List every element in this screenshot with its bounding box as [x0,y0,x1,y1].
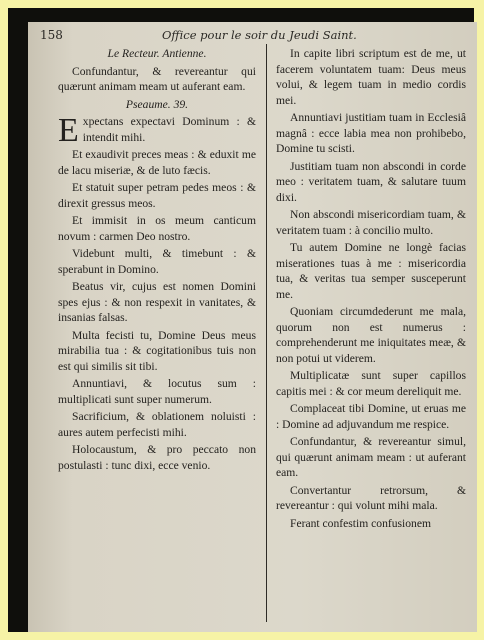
verse: Justitiam tuam non abscondi in corde meo : veritatem tuam, & salutare tuum dixi. [276,159,466,204]
verse: Videbunt multi, & timebunt : & sperabunt in Domino. [58,247,256,276]
page-number: 158 [40,28,63,42]
verse: Non abscondi misericordiam tuam, & veritatem tuam : à concilio multo. [276,208,466,237]
left-column [58,46,256,475]
verse: Quoniam circumdederunt me mala, quorum non est numerus : comprehenderunt me iniquitates meæ, & non potui ut viderem. [276,305,466,365]
verse: Et immisit in os meum canticum novum : carmen Deo nostro. [58,214,256,243]
verse: In capite libri scriptum est de me, ut facerem voluntatem tuam: Deus meus volui, & legem tuam in medio cordis mei. [276,47,466,107]
verse: Tu autem Domine ne longè facias miserationes tuas à me : misericordia tua, & veritas tua semper susceperunt me. [276,241,466,301]
psalm-heading: Pseaume. 39. [125,97,189,111]
verse: Sacrificium, & oblationem noluisti : aures autem perfecisti mihi. [58,410,256,439]
column-divider [266,44,267,622]
book-page [28,22,477,632]
verse: Multiplicatæ sunt super capillos capitis mei : & cor meum dereliquit me. [276,369,466,398]
verse: Et statuit super petram pedes meos : & direxit gressus meos. [58,181,256,210]
antiphon-heading: Le Recteur. Antienne. [107,47,207,60]
first-verse-text: xpectans expectavi Dominum : & intendit mihi. [82,115,256,144]
first-verse [58,112,256,149]
verse: Annuntiavi, & locutus sum : multiplicati sunt super numerum. [58,377,256,406]
verse: Annuntiavi justitiam tuam in Ecclesiâ magnâ : ecce labia mea non prohibebo, Domine tu scisti. [276,111,466,155]
photo-frame [8,8,474,632]
drop-cap: E [58,112,79,149]
verse: Complaceat tibi Domine, ut eruas me : Domine ad adjuvandum me respice. [276,402,466,431]
verse: Et exaudivit preces meas : & eduxit me de lacu miseriæ, & de luto fæcis. [58,148,256,177]
verse: Beatus vir, cujus est nomen Domini spes ejus : & non respexit in vanitates, & insanias falsas. [58,280,256,324]
right-column [276,46,466,533]
verse: Ferant confestim confusionem [290,516,432,530]
verse: Confundantur, & revereantur simul, qui quærunt animam meam : ut auferant eam. [276,435,466,479]
running-header [28,26,477,44]
antiphon-text: Confundantur, & revereantur qui quærunt animam meam ut auferant eam. [58,64,256,93]
running-title: Office pour le soir du Jeudi Saint. [162,28,357,42]
verse: Multa fecisti tu, Domine Deus meus mirabilia tua : & cogitationibus tuis non est qui similis sit tibi. [58,328,256,373]
verse: Holocaustum, & pro peccato non postulasti : tunc dixi, ecce venio. [58,443,256,472]
verse: Convertantur retrorsum, & revereantur : qui volunt mihi mala. [276,483,466,512]
